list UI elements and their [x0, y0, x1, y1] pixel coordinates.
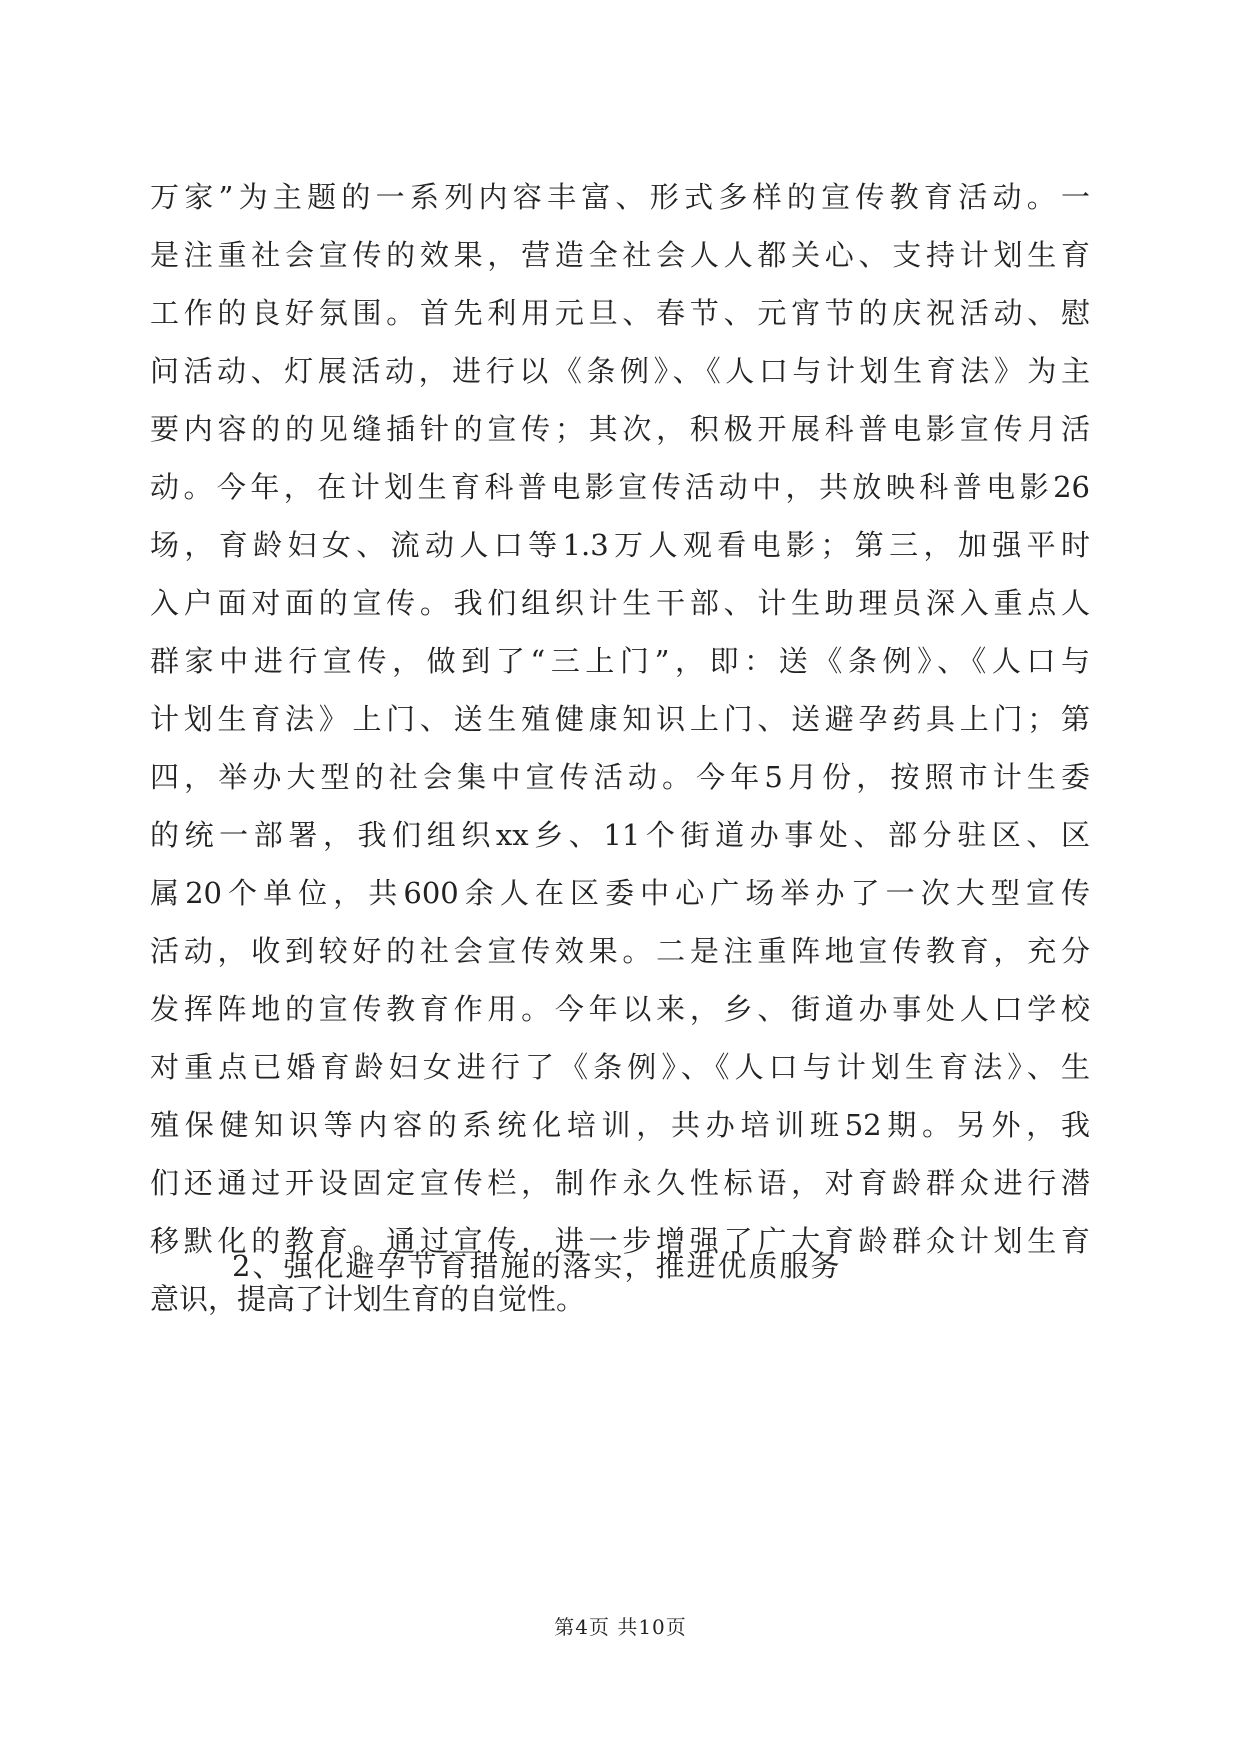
- paragraph-line: 意识，提高了计划生育的自觉性。: [150, 1282, 586, 1316]
- paragraph-line: 的统一部署，我们组织xx乡、11个街道办事处、部分驻区、区: [150, 818, 1090, 852]
- paragraph-line: 移默化的教育。通过宣传，进一步增强了广大育龄群众计划生育: [150, 1224, 1090, 1258]
- paragraph-line: 对重点已婚育龄妇女进行了《条例》、《人口与计划生育法》、生: [150, 1050, 1090, 1084]
- paragraph-line: 殖保健知识等内容的系统化培训，共办培训班52期。另外，我: [150, 1108, 1090, 1142]
- paragraph-line: 动。今年，在计划生育科普电影宣传活动中，共放映科普电影26: [150, 470, 1090, 504]
- paragraph-line: 问活动、灯展活动，进行以《条例》、《人口与计划生育法》为主: [150, 354, 1090, 388]
- page-footer: 第4页 共10页: [554, 1615, 687, 1639]
- paragraph-line: 属20个单位，共600余人在区委中心广场举办了一次大型宣传: [150, 876, 1090, 910]
- paragraph-line: 活动，收到较好的社会宣传效果。二是注重阵地宣传教育，充分: [150, 934, 1090, 968]
- section-heading: 2、强化避孕节育措施的落实，推进优质服务: [232, 1249, 842, 1283]
- paragraph-line: 入户面对面的宣传。我们组织计生干部、计生助理员深入重点人: [150, 586, 1090, 620]
- paragraph-line: 是注重社会宣传的效果，营造全社会人人都关心、支持计划生育: [150, 238, 1090, 272]
- paragraph-line: 万家”为主题的一系列内容丰富、形式多样的宣传教育活动。一: [150, 180, 1090, 214]
- paragraph-line: 要内容的的见缝插针的宣传；其次，积极开展科普电影宣传月活: [150, 412, 1090, 446]
- paragraph-line: 群家中进行宣传，做到了“三上门”，即：送《条例》、《人口与: [150, 644, 1090, 678]
- paragraph-line: 场，育龄妇女、流动人口等1.3万人观看电影；第三，加强平时: [150, 528, 1090, 562]
- body-paragraph: [150, 168, 1090, 1328]
- paragraph-line: 发挥阵地的宣传教育作用。今年以来，乡、街道办事处人口学校: [150, 992, 1090, 1026]
- paragraph-line: 们还通过开设固定宣传栏，制作永久性标语，对育龄群众进行潜: [150, 1166, 1090, 1200]
- paragraph-line: 计划生育法》上门、送生殖健康知识上门、送避孕药具上门；第: [150, 702, 1090, 736]
- paragraph-line: 四，举办大型的社会集中宣传活动。今年5月份，按照市计生委: [150, 760, 1090, 794]
- paragraph-line: 工作的良好氛围。首先利用元旦、春节、元宵节的庆祝活动、慰: [150, 296, 1090, 330]
